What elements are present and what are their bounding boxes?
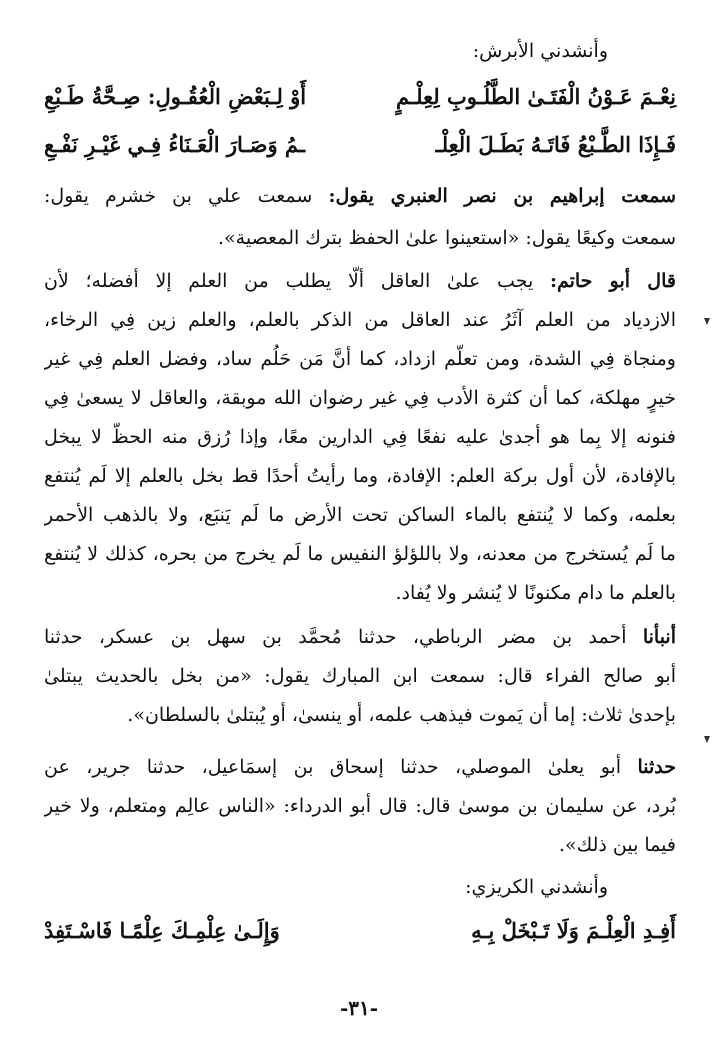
margin-mark-icon bbox=[704, 318, 710, 325]
verse-hemistich: نِعْـمَ عَـوْنُ الْفَتَـىٰ الطَّلُـوبِ لِعِلْـمٍ bbox=[396, 84, 676, 109]
line-text: ومنجاة فِي الشدة، ومن تعلَّم ازداد، كما أنَّ مَن حَلُم ساد، وفضل العلم فِي غير bbox=[44, 348, 676, 370]
text-line bbox=[44, 223, 676, 255]
verse-line bbox=[44, 80, 676, 116]
text-line bbox=[44, 791, 676, 823]
text-line bbox=[44, 752, 676, 784]
text-line bbox=[44, 700, 676, 732]
line-text: بإحدىٰ ثلاث: إما أن يَموت فيذهب علمه، أو ينسىٰ، أو يُبتلىٰ بالسلطان». bbox=[127, 704, 676, 726]
text-line bbox=[44, 578, 676, 610]
text-line bbox=[44, 383, 676, 415]
line-text: الازدياد من العلم آثَرُ عند العاقل من الذكر بالعلم، والعلم زين فِي الرخاء، bbox=[44, 309, 676, 331]
text-line bbox=[44, 422, 676, 454]
line-text: بالعلم ما دام مكنونًا لا يُنشر ولا يُفاد. bbox=[395, 582, 676, 604]
line-text: بعلمه، وكما لا يُنتفع بالماء الساكن تحت الأرض ما لَم يَنبَع، ولا بالذهب الأحمر bbox=[44, 504, 676, 526]
verse-hemistich: أَفِـدِ الْعِلْـمَ وَلَا تَـبْخَلْ بِـهِ bbox=[471, 918, 676, 943]
line-text: سمعت وكيعًا يقول: «استعينوا علىٰ الحفظ بترك المعصية». bbox=[217, 227, 676, 249]
margin-mark-icon bbox=[704, 736, 710, 743]
line-text: أبو صالح الفراء قال: سمعت ابن المبارك يقول: «من بخل بالحديث يبتلىٰ bbox=[44, 665, 676, 687]
text-line bbox=[44, 830, 676, 862]
line-text: سمعت علي بن خشرم يقول: bbox=[44, 185, 329, 207]
verse-hemistich: أَوْ لِـبَعْضِ الْعُقُـولِ: صِـحَّةُ طَـبْعِ bbox=[44, 84, 307, 109]
line-text: بُرد، عن سليمان بن موسىٰ قال: قال أبو الدرداء: «الناس عالِم ومتعلم، ولا خير bbox=[44, 795, 676, 817]
page-number: -٣١- bbox=[339, 996, 379, 1020]
verse-intro: وأنشدني الأبرش: bbox=[472, 40, 608, 62]
text-line bbox=[44, 539, 676, 571]
speaker-label: قال أبو حاتم: bbox=[549, 270, 676, 292]
verse-hemistich: فَـإِذَا الطَّـبْعُ فَاتَـهُ بَطَـلَ الْعِلْـ bbox=[435, 132, 676, 157]
text-line bbox=[44, 344, 676, 376]
line-text: فيما بين ذلك». bbox=[558, 834, 676, 856]
text-line bbox=[44, 500, 676, 532]
line-text: ما لَم يُستخرج من معدنه، ولا باللؤلؤ النفيس ما لَم يخرج من بحره، كذلك لا يُنتفع bbox=[44, 543, 676, 565]
verse-line bbox=[44, 128, 676, 164]
line-text: أبو يعلىٰ الموصلي، حدثنا إسحاق بن إسمَاعيل، حدثنا جرير، عن bbox=[44, 756, 638, 778]
speaker-label: حدثنا bbox=[637, 756, 676, 778]
line-text: بالإفادة، لأن أول بركة العلم: الإفادة، وما رأيتُ أحدًا قط بخل بالعلم إلا لَم يُنتفع bbox=[44, 465, 676, 487]
line-text: يجب علىٰ العاقل ألَّا يطلب من العلم إلا أفضله؛ لأن bbox=[44, 270, 550, 292]
verse-line bbox=[44, 914, 676, 950]
text-line bbox=[44, 661, 676, 693]
speaker-label: سمعت إبراهيم بن نصر العنبري يقول: bbox=[328, 185, 676, 207]
verse-hemistich: وَإِلَـىٰ عِلْمِـكَ عِلْمًـا فَاسْـتَفِدْ bbox=[44, 918, 280, 943]
text-line bbox=[44, 305, 676, 337]
line-text: فنونه إلا بِما هو أجدىٰ عليه نفعًا فِي الدارين معًا، وإذا رُزق منه الحظَّ لا يبخل bbox=[44, 426, 676, 448]
speaker-label: أنبأنا bbox=[642, 626, 676, 648]
text-line bbox=[44, 181, 676, 213]
text-line bbox=[44, 266, 676, 298]
line-text: أحمد بن مضر الرباطي، حدثنا مُحمَّد بن سهل بن عسكر، حدثنا bbox=[44, 626, 643, 648]
text-line bbox=[44, 622, 676, 654]
text-line bbox=[44, 461, 676, 493]
verse-hemistich: ـمُ وَصَـارَ الْعَـنَاءُ فِـي غَيْـرِ نَفْـعِ bbox=[44, 132, 306, 157]
verse-intro: وأنشدني الكريزي: bbox=[465, 876, 608, 898]
line-text: خيرٍ مهلكة، كما أن كثرة الأدب فِي غير رضوان الله موبقة، والعاقل لا يسعىٰ فِي bbox=[44, 387, 676, 409]
